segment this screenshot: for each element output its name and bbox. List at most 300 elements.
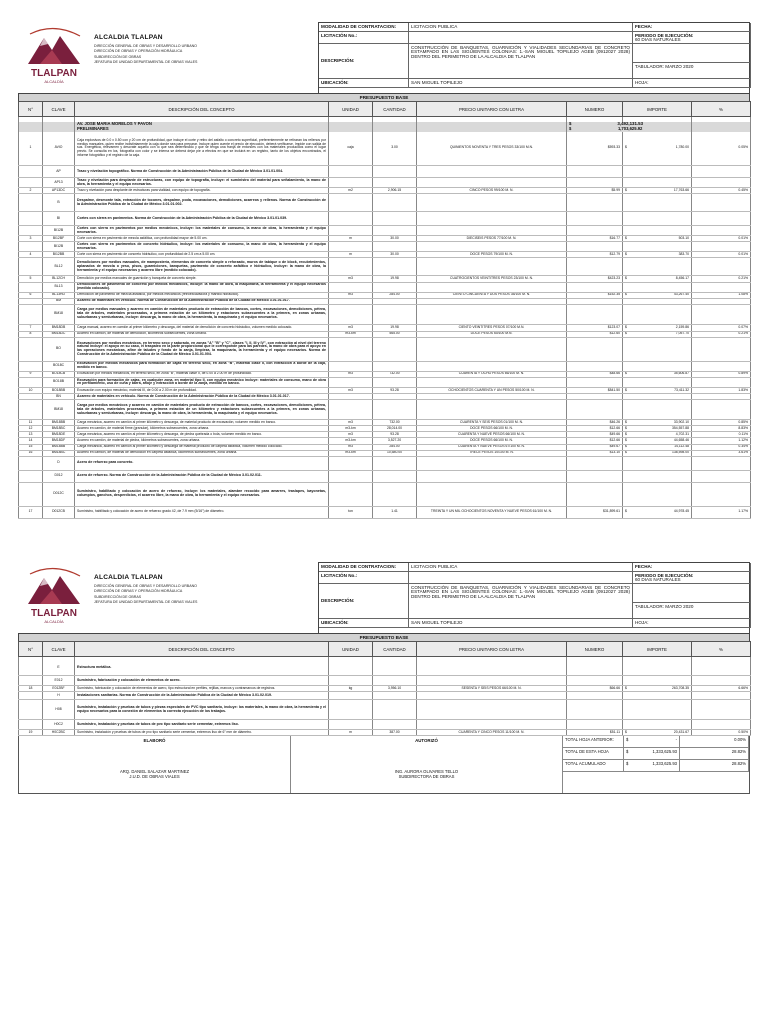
row-precio-letra — [417, 662, 567, 676]
col-descripcion: DESCRIPCIÓN DEL CONCEPTO — [75, 102, 329, 117]
row-clave: BO18CB — [43, 371, 75, 377]
col-unidad: UNIDAD — [329, 642, 373, 657]
row-clave: AP13 — [43, 178, 75, 188]
row-precio-letra: DOCE PESOS 79/100 M. N. — [417, 252, 567, 258]
row-precio-letra: DOCE PESOS 66/100 M. N. — [417, 438, 567, 444]
row-cantidad — [373, 337, 417, 361]
row-importe — [623, 282, 692, 292]
row-clave: BI12B — [43, 242, 75, 252]
row-importe — [623, 258, 692, 276]
col-pct: % — [692, 642, 751, 657]
row-description: Acero de refuerzo para concreto. — [75, 456, 329, 470]
row-unidad: m3-km — [329, 438, 373, 444]
row-importe — [623, 676, 692, 686]
row-numero — [567, 400, 623, 420]
table-row — [19, 212, 751, 226]
row-numero — [567, 361, 623, 371]
row-importe — [623, 470, 692, 482]
total-pct: 0.00% — [680, 736, 749, 748]
logo-sub: ALCALDÍA — [44, 619, 64, 624]
row-cantidad — [373, 361, 417, 371]
col-importe: IMPORTE — [623, 102, 692, 117]
row-description: Acarreo en camión, de material de demolición, kilómetros subsecuentes, zona urbana. — [75, 331, 329, 337]
row-numero: $48.66 — [567, 371, 623, 377]
row-cantidad — [373, 226, 417, 236]
row-numero — [567, 662, 623, 676]
row-precio-letra — [417, 258, 567, 276]
row-description: Acarreo de materiales en vehículo. Norma de Construcción de la Administración Pública de la Ciudad de México 3.01.01.017. — [75, 394, 329, 400]
row-unidad: m3 — [329, 432, 373, 438]
row-numero — [567, 377, 623, 387]
row-numero: $423.23 — [567, 276, 623, 282]
col-pct: % — [692, 102, 751, 117]
table-row — [19, 226, 751, 236]
col-unidad: UNIDAD — [329, 102, 373, 117]
row-numero: $51.11 — [567, 730, 623, 736]
row-cantidad: 10,580.00 — [373, 450, 417, 456]
row-clave: BM18BC — [43, 426, 75, 432]
org-name: ALCALDIA TLALPAN — [94, 34, 163, 41]
org-name: ALCALDIA TLALPAN — [94, 574, 163, 581]
row-importe: $ 73,411.32 — [623, 387, 692, 393]
table-row — [19, 258, 751, 276]
row-description: Acarreo de materiales en vehículo. Norma de Construcción de la Administración Pública de la Ciudad de México 3.01.01.017. — [75, 298, 329, 304]
row-cantidad: 732.00 — [373, 371, 417, 377]
row-cantidad — [373, 304, 417, 324]
row-importe: $ 138,598.00 — [623, 450, 692, 456]
row-clave: BM18BC — [43, 450, 75, 456]
row-clave: E012BF — [43, 686, 75, 692]
row-description: Demolición por medios manuales de guarnición y banqueta de concreto simple. — [75, 276, 329, 282]
row-importe: $ 503.10 — [623, 236, 692, 242]
row-unidad — [329, 304, 373, 324]
row-description: Suministro, instalación y pruebas de tubos de pvc tipo sanitario serie cementar, extremos liso. — [75, 720, 329, 730]
row-precio-letra — [417, 720, 567, 730]
row-unidad: m — [329, 730, 373, 736]
row-numero — [567, 212, 623, 226]
row-description: Suministro, instalación y pruebas de tubos de pvc tipo sanitario serie cementar, extremos liso de 6" mm de diámetro. — [75, 730, 329, 736]
ubicacion-label: UBICACIÓN: — [319, 79, 409, 88]
row-description: Demoliciones de pavimento de concreto por medios mecánicos, incluye: la mano de obra, la maquinaria, la herramienta y el equipo necesarios (medido colocado). — [75, 282, 329, 292]
licitacion-label: LICITACIÓN No.: — [319, 572, 409, 584]
row-cantidad: 565.00 — [373, 331, 417, 337]
row-precio-letra: CUARENTA Y OCHO PESOS 66/100 M. N. — [417, 371, 567, 377]
row-precio-letra — [417, 166, 567, 178]
hoja-label: HOJA: — [633, 79, 751, 88]
row-unidad — [329, 361, 373, 371]
row-cantidad: 19.98 — [373, 324, 417, 331]
row-pct — [692, 361, 751, 371]
budget-sheet-2 — [18, 562, 750, 794]
elaboro-title: J.U.D. DE OBRAS VIALES — [129, 774, 180, 780]
licitacion-value — [409, 32, 633, 44]
row-clave: BM18 — [43, 304, 75, 324]
row-pct — [692, 662, 751, 676]
total-pct: 28.82% — [680, 748, 749, 760]
table-row — [19, 720, 751, 730]
fecha-label: FECHA: — [633, 563, 751, 572]
row-number — [19, 258, 43, 276]
row-number — [19, 482, 43, 506]
row-pct: 1.12% — [692, 438, 751, 444]
row-precio-letra — [417, 178, 567, 188]
row-precio-letra: QUINIENTOS NOVENTA Y TRES PESOS 33/100 M.N. — [417, 132, 567, 166]
ubicacion-value: SAN MIGUEL TOPILEJO — [409, 79, 633, 88]
row-description: Corte con sierra en pavimento de concreto hidráulico, con profundidad de 2.5 cm a 5.00 cm. — [75, 252, 329, 258]
row-pct — [692, 178, 751, 188]
row-pct: 0.05% — [692, 132, 751, 166]
row-unidad: caja — [329, 132, 373, 166]
budget-rows — [19, 657, 751, 736]
blank-cell — [633, 584, 751, 603]
row-numero — [567, 304, 623, 324]
row-clave: H0C2BC — [43, 730, 75, 736]
ubicacion-label: UBICACIÓN: — [319, 619, 409, 628]
row-numero: $46.26 — [567, 420, 623, 426]
row-precio-letra: CUARENTA Y SEIS PESOS 01/100 M. N. — [417, 420, 567, 426]
table-row — [19, 676, 751, 686]
row-description: Trazo y nivelación para desplante de estructuras para vialidad, con equipo de topografía. — [75, 188, 329, 194]
total-pct: 28.82% — [680, 760, 749, 772]
row-description: Carga mecánica, acarreo en camión al primer kilómetro y descarga de material producto de carpeta asfáltica, volumen medido colocado. — [75, 444, 329, 450]
row-pct: 0.01% — [692, 236, 751, 242]
row-importe: $ 7,057.70 — [623, 331, 692, 337]
row-unidad — [329, 242, 373, 252]
org-line: DIRECCIÓN DE OBRAS Y OPERACIÓN HIDRÁULICA — [94, 49, 183, 54]
row-pct: 0.34% — [692, 444, 751, 450]
org-line: DIRECCIÓN GENERAL DE OBRAS Y DESARROLLO URBANO — [94, 44, 197, 48]
row-number — [19, 456, 43, 470]
row-number: 19 — [19, 730, 43, 736]
row-pct — [692, 304, 751, 324]
row-number: 15 — [19, 444, 43, 450]
row-number — [19, 282, 43, 292]
row-importe — [623, 456, 692, 470]
logo-wordmark: TLALPAN — [31, 608, 77, 619]
org-line: JEFATURA DE UNIDAD DEPARTAMENTAL DE OBRAS VIALES — [94, 599, 198, 604]
row-cantidad — [373, 377, 417, 387]
row-unidad: m2 — [329, 188, 373, 194]
row-numero: $593.33 — [567, 132, 623, 166]
row-clave: BM18 — [43, 400, 75, 420]
row-number — [19, 377, 43, 387]
row-description: Excavaciones por medios mecánicos, en terreno seco y saturado, en zonas "A" "B" y "C", clases "I, II, III y IV", con extracción al nivel del terreno natural incluye: el apoyo en su caso, el traspaleo en la parte proporcional que le corresponde para las paredes, la mano de obra para el apoyo en las operaciones mecánicas, afine de taludes y fondo de la zanja, limpieza, la maquinaria, la herramienta y el equipo necesarios. Norma de Construcción de la Administración Pública de la Ciudad de México 3.01.01.004. — [75, 337, 329, 361]
row-description: Suministro, habilitado y colocación de acero de refuerzo, incluye: los materiales, alambre recocido para amarres, traslapes, bayonetas, columpios, ganchos, desperdicios, el acarreo libre, la mano de obra, la herramienta y el equipo necesarios. — [75, 482, 329, 506]
row-precio-letra — [417, 361, 567, 371]
row-importe — [623, 377, 692, 387]
row-number: 7 — [19, 324, 43, 331]
row-cantidad: 3,956.10 — [373, 686, 417, 692]
row-pct — [692, 226, 751, 236]
table-row — [19, 337, 751, 361]
row-importe: $ 2,159.86 — [623, 324, 692, 331]
row-importe — [623, 662, 692, 676]
row-importe: $ 17,763.66 — [623, 188, 692, 194]
row-description: Suministro, habilitado y colocación de acero de refuerzo grado 42, de 7.9 mm (5/16") de diámetro. — [75, 506, 329, 518]
table-row — [19, 132, 751, 166]
row-clave: BM18BB — [43, 444, 75, 450]
row-importe — [623, 692, 692, 700]
row-clave: BN — [43, 394, 75, 400]
row-numero: $49.66 — [567, 432, 623, 438]
table-row — [19, 304, 751, 324]
row-description: Carga mecánica, acarreo en camión al primer kilómetro y descarga, de piedra quebrada o bola, volumen medido en banco. — [75, 432, 329, 438]
row-unidad — [329, 178, 373, 188]
row-description: Trazo y nivelación topográfico. Norma de Construcción de la Administración Pública de la Ciudad de México 3.01.01.004. — [75, 166, 329, 178]
row-number — [19, 304, 43, 324]
row-importe — [623, 720, 692, 730]
col-clave: CLAVE — [43, 102, 75, 117]
row-clave: BM18DE — [43, 432, 75, 438]
row-precio-letra — [417, 242, 567, 252]
brand-block — [18, 22, 318, 93]
totals-grid — [563, 736, 749, 793]
row-number: 17 — [19, 506, 43, 518]
row-precio-letra: TREINTA Y UN MIL OCHOCIENTOS NOVENTA Y NUEVE PESOS 61/100 M. N. — [417, 506, 567, 518]
row-clave: AVIO — [43, 132, 75, 166]
row-precio-letra — [417, 470, 567, 482]
elaboro-name: ARQ. DANIEL SALAZAR MARTINEZ — [119, 769, 190, 775]
tlalpan-logo — [18, 22, 90, 93]
row-number — [19, 337, 43, 361]
row-pct: 0.21% — [692, 276, 751, 282]
row-unidad: m3 — [329, 444, 373, 450]
row-unidad: m3 — [329, 324, 373, 331]
row-description: Excavación para formación de cajas, en cualquier zona, en material tipo II, con equipo mecánico incluye: materiales de consumo, mano de obra en perfilamiento, uso de cuña y barra, afloje y extracción a borde de la zanja, medido en banco. — [75, 377, 329, 387]
row-number: 10 — [19, 387, 43, 393]
row-description: Suministro, fabricación y colocación de elementos de acero. — [75, 676, 329, 686]
row-importe: $ 263,708.35 — [623, 686, 692, 692]
row-importe — [623, 361, 692, 371]
row-pct: 6.66% — [692, 686, 751, 692]
row-numero: $123.07 — [567, 324, 623, 331]
row-clave: AP13DC — [43, 188, 75, 194]
org-info — [90, 562, 197, 633]
row-numero: $12.66 — [567, 426, 623, 432]
row-numero — [567, 692, 623, 700]
row-unidad — [329, 720, 373, 730]
row-unidad: m — [329, 236, 373, 242]
row-description: Excavación con equipo mecánico, material III, de 0.00 a 2.00 m de profundidad. — [75, 387, 329, 393]
row-pct — [692, 400, 751, 420]
row-pct: 1.08% — [692, 292, 751, 298]
row-cantidad — [373, 676, 417, 686]
row-pct: 0.89% — [692, 371, 751, 377]
row-precio-letra — [417, 692, 567, 700]
logo-sub: ALCALDÍA — [44, 79, 64, 84]
row-pct: 3.61% — [692, 450, 751, 456]
row-cantidad — [373, 258, 417, 276]
row-precio-letra — [417, 194, 567, 212]
total-value: $ 1,333,625.93 — [624, 760, 680, 772]
row-pct — [692, 166, 751, 178]
row-precio-letra — [417, 304, 567, 324]
row-cantidad: 93.28 — [373, 432, 417, 438]
row-clave: BI — [43, 212, 75, 226]
row-importe — [623, 337, 692, 361]
row-clave: BO18BB — [43, 387, 75, 393]
table-row — [19, 700, 751, 720]
section-total: $ 3,492,131.53 — [567, 122, 692, 127]
row-importe: $ 33,902.10 — [623, 420, 692, 426]
table-row — [19, 730, 751, 736]
row-unidad — [329, 377, 373, 387]
row-numero — [567, 482, 623, 506]
row-number: 4 — [19, 252, 43, 258]
row-cantidad — [373, 178, 417, 188]
row-precio-letra — [417, 282, 567, 292]
row-pct — [692, 377, 751, 387]
row-number — [19, 720, 43, 730]
row-description: Cortes con sierra en pavimentos de concreto hidráulico, incluye: los materiales de consumo, la mano de obra, la herramienta y el equipo necesarios. — [75, 242, 329, 252]
descripcion-label: DESCRIPCIÓN: — [319, 44, 409, 79]
periodo-cell — [633, 572, 751, 584]
row-clave: H08 — [43, 700, 75, 720]
row-unidad — [329, 194, 373, 212]
modalidad-label: MODALIDAD DE CONTRATACION: — [319, 563, 409, 572]
row-clave: BO18C — [43, 361, 75, 371]
budget-rows — [19, 117, 751, 519]
row-clave: B — [43, 194, 75, 212]
row-clave: E — [43, 662, 75, 676]
row-numero — [567, 178, 623, 188]
presupuesto-title: PRESUPUESTO BASE — [18, 93, 750, 101]
descripcion-value: CONSTRUCCIÓN DE BANQUETAS, GUARNICIÓN Y VIALIDADES SECUNDARIAS DE CONCRETO ESTAMPADO EN LAS SIGUIENTES COLONIAS: 1.-SAN MIGUEL TOPILEJO AGEB (0912027 2028) DENTRO DEL PERIMETRO DE LA ALCALDIA DE TLALPAN — [409, 44, 633, 79]
row-importe: $ 1,780.00 — [623, 132, 692, 166]
row-cantidad — [373, 482, 417, 506]
row-cantidad: 3.00 — [373, 132, 417, 166]
licitacion-label: LICITACIÓN No.: — [319, 32, 409, 44]
row-clave: D012 — [43, 470, 75, 482]
row-precio-letra: CIENTO CINCUENTA Y DOS PESOS 35/100 M. N. — [417, 292, 567, 298]
header-row — [19, 102, 751, 117]
row-precio-letra — [417, 456, 567, 470]
row-importe: $ 44,978.45 — [623, 506, 692, 518]
row-precio-letra: DOCE PESOS 60/100 M.N. — [417, 331, 567, 337]
row-importe — [623, 194, 692, 212]
row-numero: $16.77 — [567, 236, 623, 242]
hoja-label: HOJA: — [633, 619, 751, 628]
row-pct — [692, 692, 751, 700]
row-importe — [623, 178, 692, 188]
row-pct: 0.85% — [692, 420, 751, 426]
row-unidad: m3 — [329, 292, 373, 298]
row-numero: $31,899.61 — [567, 506, 623, 518]
row-cantidad: 387.00 — [373, 730, 417, 736]
table-row — [19, 361, 751, 371]
row-unidad — [329, 482, 373, 506]
row-pct — [692, 282, 751, 292]
row-importe — [623, 166, 692, 178]
row-pct — [692, 470, 751, 482]
table-row — [19, 194, 751, 212]
row-precio-letra: TRECE PESOS 10/100 M. N. — [417, 450, 567, 456]
row-precio-letra: DIECISEIS PESOS 77/100 M. N. — [417, 236, 567, 242]
autorizo-block — [291, 736, 563, 793]
row-description: Demoliciones por medios manuales, de mampostería, elementos de concreto simple o reforzado, muros de tabique o de block, recubrimientos, aplanados de mezcla o yeso, pisos, guarniciones, banquetas, pavimento de concreto asfáltico e hidráulico, incluye: la mano de obra, la herramienta y el equipo necesarios y acarreo libre (medido colocado). — [75, 258, 329, 276]
descripcion-value: CONSTRUCCIÓN DE BANQUETAS, GUARNICIÓN Y VIALIDADES SECUNDARIAS DE CONCRETO ESTAMPADO EN LAS SIGUIENTES COLONIAS: 1.-SAN MIGUEL TOPILEJO AGEB (0912027 2028) DENTRO DEL PERIMETRO DE LA ALCALDIA DE TLALPAN — [409, 584, 633, 619]
row-cantidad — [373, 212, 417, 226]
licitacion-value — [409, 572, 633, 584]
col-n: N° — [19, 102, 43, 117]
row-importe — [623, 212, 692, 226]
row-description: Cortes con sierra en pavimentos. Norma de Construcción de la Administración Pública de la Ciudad de México 3.01.01.039. — [75, 212, 329, 226]
row-importe: $ 8,456.17 — [623, 276, 692, 282]
total-label: TOTAL HOJA ANTERIOR: — [563, 736, 624, 748]
table-row — [19, 470, 751, 482]
row-unidad — [329, 166, 373, 178]
row-importe — [623, 242, 692, 252]
periodo-label: PERIODO DE EJECUCIÓN: — [635, 572, 694, 578]
row-description: Corte con sierra en pavimento de mezcla asfáltica, con profundidad mayor de 5.00 cm. — [75, 236, 329, 242]
row-precio-letra: CUARENTA Y NUEVE PESOS 66/100 M. N. — [417, 432, 567, 438]
row-number: 18 — [19, 686, 43, 692]
row-numero: $12.66 — [567, 438, 623, 444]
row-pct: 0.45% — [692, 188, 751, 194]
budget-table — [18, 641, 751, 736]
row-clave: D012CB — [43, 506, 75, 518]
row-number — [19, 361, 43, 371]
row-clave: E012 — [43, 676, 75, 686]
row-description: Estructura metálica. — [75, 662, 329, 676]
row-description: Carga por medios mecánicos y acarreo en camión de materiales producto de extracción de bancos, cortes, excavaciones, demoliciones, pétrea, tala de árboles, materiales procesados, a primera estación de un kilómetro y estaciones subsecuentes a la primera, en zonas urbanas, suburbanas y semiurbanas, incluye: descarga, la mano de obra, la herramienta, la maquinaria y el equipo necesarios. — [75, 400, 329, 420]
autorizo-label: AUTORIZÓ — [415, 738, 438, 744]
row-cantidad — [373, 470, 417, 482]
row-cantidad — [373, 166, 417, 178]
row-numero: $13.10 — [567, 450, 623, 456]
row-numero: $152.35 — [567, 292, 623, 298]
row-numero — [567, 282, 623, 292]
row-cantidad — [373, 242, 417, 252]
org-info — [90, 22, 197, 93]
row-pct — [692, 456, 751, 470]
blank-cell — [633, 44, 751, 63]
row-importe: $ 354,557.88 — [623, 426, 692, 432]
row-clave: BI12BB — [43, 252, 75, 258]
periodo-value: 60 DIAS NATURALES — [635, 37, 681, 43]
row-description: Acarreo en camión, de material de demolición en carpeta asfáltica, kilómetros subsecuentes, zona urbana. — [75, 450, 329, 456]
row-numero — [567, 194, 623, 212]
col-importe: IMPORTE — [623, 642, 692, 657]
row-pct: 0.07% — [692, 324, 751, 331]
row-clave: BO — [43, 337, 75, 361]
row-importe: $ 14,112.48 — [623, 444, 692, 450]
presupuesto-title: PRESUPUESTO BASE — [18, 633, 750, 641]
row-description: Trazo y nivelación para desplante de estructuras, con equipo de topografía, incluye: el suministro del material para señalamiento, la mano de obra, la herramienta y el equipo necesarios. — [75, 178, 329, 188]
row-cantidad: 30.00 — [373, 236, 417, 242]
row-importe: $ 44,658.46 — [623, 438, 692, 444]
row-unidad: m3 — [329, 420, 373, 426]
row-clave: BM18DC — [43, 331, 75, 337]
modalidad-value: LICITACION PUBLICA — [409, 563, 633, 572]
total-value: $ 1,333,625.93 — [624, 748, 680, 760]
row-numero — [567, 700, 623, 720]
row-number — [19, 166, 43, 178]
row-cantidad: 93.28 — [373, 387, 417, 393]
row-cantidad — [373, 720, 417, 730]
row-unidad: m3 — [329, 276, 373, 282]
row-number — [19, 700, 43, 720]
row-unidad: m3 — [329, 371, 373, 377]
table-row — [19, 178, 751, 188]
row-cantidad — [373, 194, 417, 212]
row-pct: 0.50% — [692, 730, 751, 736]
row-pct: 0.01% — [692, 252, 751, 258]
brand-block — [18, 562, 318, 633]
row-cantidad: 19.98 — [373, 276, 417, 282]
row-description: Instalaciones sanitarias. Norma de Construcción de la Administración Pública de la Ciudad de México 3.01.02.019. — [75, 692, 329, 700]
row-number — [19, 242, 43, 252]
